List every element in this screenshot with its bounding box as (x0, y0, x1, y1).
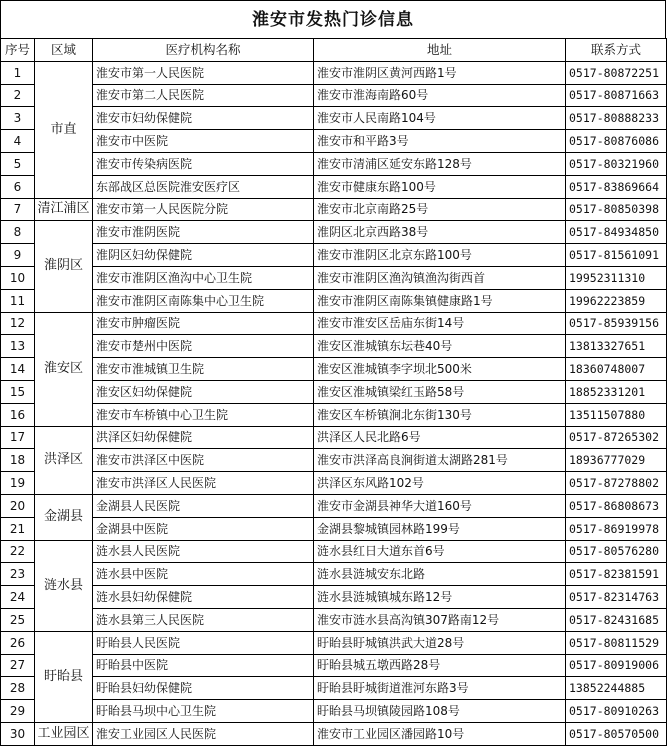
phone-number: 13511507880 (566, 403, 667, 426)
institution-name: 东部战区总医院淮安医疗区 (93, 175, 314, 198)
address: 淮安市淮安区岳庙东街14号 (314, 312, 566, 335)
phone-number: 18936777029 (566, 449, 667, 472)
phone-number: 13852244885 (566, 677, 667, 700)
phone-number: 13813327651 (566, 335, 667, 358)
row-number: 5 (1, 152, 35, 175)
institution-name: 淮安市淮阴医院 (93, 221, 314, 244)
table-row (1, 266, 667, 289)
institution-name: 金湖县中医院 (93, 517, 314, 540)
phone-number: 0517-80321960 (566, 152, 667, 175)
phone-number: 0517-86919978 (566, 517, 667, 540)
institution-name: 涟水县妇幼保健院 (93, 586, 314, 609)
row-number: 1 (1, 61, 35, 84)
phone-number: 18360748007 (566, 358, 667, 381)
institution-name: 淮安市传染病医院 (93, 152, 314, 175)
institution-name: 淮安市第一人民医院 (93, 61, 314, 84)
institution-name: 淮安市车桥镇中心卫生院 (93, 403, 314, 426)
phone-number: 0517-82381591 (566, 563, 667, 586)
address: 淮安市淮阴区渔沟镇渔沟街西首 (314, 266, 566, 289)
institution-name: 涟水县中医院 (93, 563, 314, 586)
institution-name: 金湖县人民医院 (93, 494, 314, 517)
address: 涟水县涟城镇城东路12号 (314, 586, 566, 609)
phone-number: 0517-80919006 (566, 654, 667, 677)
institution-name: 盱眙县妇幼保健院 (93, 677, 314, 700)
institution-name: 淮安市楚州中医院 (93, 335, 314, 358)
row-number: 29 (1, 700, 35, 723)
phone-number: 19952311310 (566, 266, 667, 289)
table-row (1, 312, 667, 335)
row-number: 21 (1, 517, 35, 540)
institution-name: 淮安区妇幼保健院 (93, 380, 314, 403)
region-cell: 淮安区 (35, 312, 93, 426)
table-row (1, 380, 667, 403)
phone-number: 0517-80811529 (566, 631, 667, 654)
table-row (1, 426, 667, 449)
table-header-row (1, 39, 667, 62)
region-cell: 盱眙县 (35, 631, 93, 722)
header-phone: 联系方式 (566, 39, 667, 62)
row-number: 10 (1, 266, 35, 289)
region-cell: 涟水县 (35, 540, 93, 631)
address: 淮安区淮城镇梁红玉路58号 (314, 380, 566, 403)
phone-number: 0517-80871663 (566, 84, 667, 107)
address: 淮安市工业园区潘园路10号 (314, 722, 566, 745)
address: 淮阴区北京西路38号 (314, 221, 566, 244)
address: 淮安市涟水县高沟镇307路南12号 (314, 608, 566, 631)
header-region: 区域 (35, 39, 93, 62)
table-row (1, 175, 667, 198)
address: 淮安市淮阴区南陈集镇健康路1号 (314, 289, 566, 312)
address: 淮安市金湖县神华大道160号 (314, 494, 566, 517)
row-number: 14 (1, 358, 35, 381)
table-row (1, 221, 667, 244)
address: 淮安市淮阴区北京东路100号 (314, 244, 566, 267)
institution-name: 淮安市肿瘤医院 (93, 312, 314, 335)
row-number: 24 (1, 586, 35, 609)
institution-name: 涟水县人民医院 (93, 540, 314, 563)
address: 淮安市淮海南路60号 (314, 84, 566, 107)
phone-number: 0517-82314763 (566, 586, 667, 609)
institution-name: 淮安市妇幼保健院 (93, 107, 314, 130)
row-number: 3 (1, 107, 35, 130)
table-row (1, 130, 667, 153)
phone-number: 19962223859 (566, 289, 667, 312)
institution-name: 淮阴区妇幼保健院 (93, 244, 314, 267)
clinic-table (0, 38, 667, 746)
address: 盱眙县马坝镇陵园路108号 (314, 700, 566, 723)
region-cell: 洪泽区 (35, 426, 93, 494)
address: 淮安市健康东路100号 (314, 175, 566, 198)
region-cell: 清江浦区 (35, 198, 93, 221)
row-number: 17 (1, 426, 35, 449)
table-row (1, 654, 667, 677)
row-number: 9 (1, 244, 35, 267)
address: 淮安区淮城镇东坛巷40号 (314, 335, 566, 358)
institution-name: 淮安市洪泽区人民医院 (93, 472, 314, 495)
address: 洪泽区东风路102号 (314, 472, 566, 495)
address: 盱眙县城五墩西路28号 (314, 654, 566, 677)
table-row (1, 494, 667, 517)
row-number: 19 (1, 472, 35, 495)
institution-name: 淮安市第一人民医院分院 (93, 198, 314, 221)
row-number: 16 (1, 403, 35, 426)
table-row (1, 449, 667, 472)
row-number: 30 (1, 722, 35, 745)
address: 淮安市人民南路104号 (314, 107, 566, 130)
table-row (1, 631, 667, 654)
table-row (1, 586, 667, 609)
row-number: 13 (1, 335, 35, 358)
table-row (1, 540, 667, 563)
row-number: 18 (1, 449, 35, 472)
table-row (1, 700, 667, 723)
row-number: 11 (1, 289, 35, 312)
address: 淮安市和平路3号 (314, 130, 566, 153)
phone-number: 18852331201 (566, 380, 667, 403)
address: 淮安市淮阴区黄河西路1号 (314, 61, 566, 84)
phone-number: 0517-87265302 (566, 426, 667, 449)
phone-number: 0517-81561091 (566, 244, 667, 267)
institution-name: 淮安工业园区人民医院 (93, 722, 314, 745)
phone-number: 0517-80576280 (566, 540, 667, 563)
table-row (1, 677, 667, 700)
institution-name: 淮安市淮阴区南陈集中心卫生院 (93, 289, 314, 312)
institution-name: 涟水县第三人民医院 (93, 608, 314, 631)
table-row (1, 84, 667, 107)
institution-name: 盱眙县人民医院 (93, 631, 314, 654)
institution-name: 洪泽区妇幼保健院 (93, 426, 314, 449)
phone-number: 0517-84934850 (566, 221, 667, 244)
table-row (1, 61, 667, 84)
table-body (1, 61, 667, 745)
table-row (1, 517, 667, 540)
institution-name: 淮安市洪泽区中医院 (93, 449, 314, 472)
address: 金湖县黎城镇园林路199号 (314, 517, 566, 540)
row-number: 7 (1, 198, 35, 221)
institution-name: 淮安市淮阴区渔沟中心卫生院 (93, 266, 314, 289)
institution-name: 淮安市中医院 (93, 130, 314, 153)
table-row (1, 403, 667, 426)
table-row (1, 563, 667, 586)
row-number: 8 (1, 221, 35, 244)
address: 涟水县红日大道东首6号 (314, 540, 566, 563)
header-institution: 医疗机构名称 (93, 39, 314, 62)
header-no: 序号 (1, 39, 35, 62)
institution-name: 淮安市第二人民医院 (93, 84, 314, 107)
phone-number: 0517-80888233 (566, 107, 667, 130)
table-row (1, 198, 667, 221)
header-address: 地址 (314, 39, 566, 62)
row-number: 2 (1, 84, 35, 107)
address: 淮安区车桥镇涧北东街130号 (314, 403, 566, 426)
address: 淮安市北京南路25号 (314, 198, 566, 221)
region-cell: 淮阴区 (35, 221, 93, 312)
table-row (1, 289, 667, 312)
phone-number: 0517-80876086 (566, 130, 667, 153)
address: 盱眙县盱城镇洪武大道28号 (314, 631, 566, 654)
table-row (1, 722, 667, 745)
institution-name: 盱眙县中医院 (93, 654, 314, 677)
row-number: 22 (1, 540, 35, 563)
address: 淮安区淮城镇李字坝北500米 (314, 358, 566, 381)
table-row (1, 608, 667, 631)
phone-number: 0517-82431685 (566, 608, 667, 631)
address: 洪泽区人民北路6号 (314, 426, 566, 449)
phone-number: 0517-87278802 (566, 472, 667, 495)
row-number: 27 (1, 654, 35, 677)
table-row (1, 244, 667, 267)
phone-number: 0517-85939156 (566, 312, 667, 335)
row-number: 6 (1, 175, 35, 198)
address: 淮安市洪泽高良涧街道太湖路281号 (314, 449, 566, 472)
row-number: 26 (1, 631, 35, 654)
row-number: 20 (1, 494, 35, 517)
row-number: 28 (1, 677, 35, 700)
phone-number: 0517-80850398 (566, 198, 667, 221)
row-number: 15 (1, 380, 35, 403)
phone-number: 0517-80570500 (566, 722, 667, 745)
table-row (1, 335, 667, 358)
table-row (1, 472, 667, 495)
table-row (1, 152, 667, 175)
address: 盱眙县盱城街道淮河东路3号 (314, 677, 566, 700)
region-cell: 市直 (35, 61, 93, 198)
address: 涟水县涟城安东北路 (314, 563, 566, 586)
table-row (1, 358, 667, 381)
phone-number: 0517-86808673 (566, 494, 667, 517)
row-number: 23 (1, 563, 35, 586)
address: 淮安市清浦区延安东路128号 (314, 152, 566, 175)
institution-name: 淮安市淮城镇卫生院 (93, 358, 314, 381)
row-number: 12 (1, 312, 35, 335)
region-cell: 工业园区 (35, 722, 93, 745)
row-number: 4 (1, 130, 35, 153)
page-title: 淮安市发热门诊信息 (0, 0, 666, 38)
region-cell: 金湖县 (35, 494, 93, 540)
phone-number: 0517-80910263 (566, 700, 667, 723)
phone-number: 0517-80872251 (566, 61, 667, 84)
phone-number: 0517-83869664 (566, 175, 667, 198)
row-number: 25 (1, 608, 35, 631)
table-row (1, 107, 667, 130)
institution-name: 盱眙县马坝中心卫生院 (93, 700, 314, 723)
